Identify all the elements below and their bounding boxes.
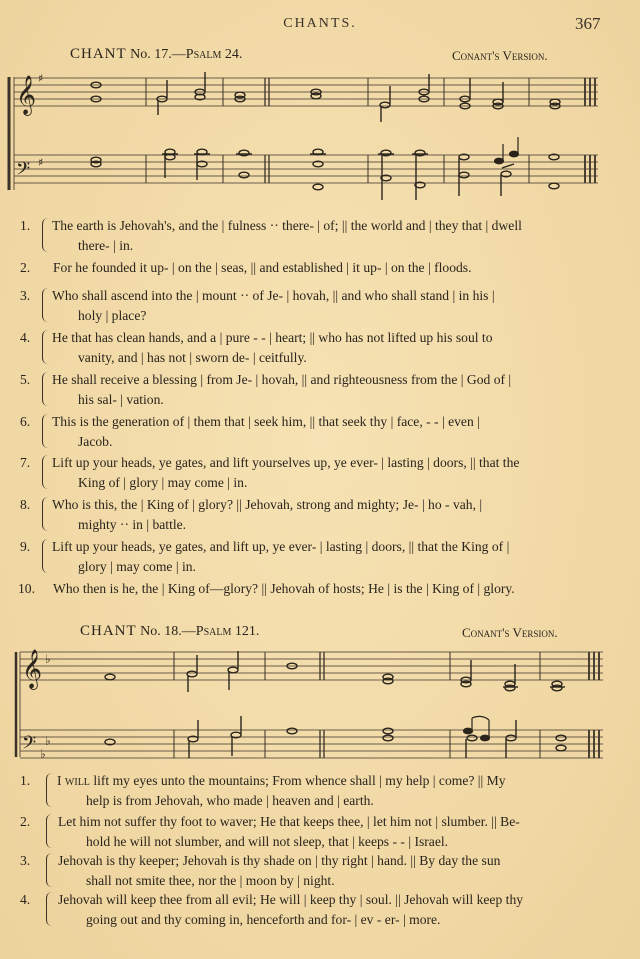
verse-number: 3. xyxy=(20,853,31,868)
brace xyxy=(46,853,54,887)
verse-line-2: glory | may come | in. xyxy=(78,559,196,574)
verse-line-1: The earth is Jehovah's, and the | fulness ·· there- | of; || the world and | they that | dwell xyxy=(52,218,522,233)
verse-line-1: Who then is he, the | King of—glory? || Jehovah of hosts; He | is the | King of | glory. xyxy=(53,581,515,596)
verse-number: 7. xyxy=(20,455,31,470)
verse-line-2: King of | glory | may come | in. xyxy=(78,475,248,490)
verse-number: 4. xyxy=(20,330,31,345)
quarter-notes xyxy=(495,137,519,164)
sharp-icon: ♯ xyxy=(38,72,44,85)
verse-line-1: For he founded it up- | on the | seas, || and established | it up- | on the | floods. xyxy=(53,260,472,275)
verse-line-1: I will lift my eyes unto the mountains; From whence shall | my help | come? || My xyxy=(57,773,506,788)
treble-staff xyxy=(14,78,598,106)
verse-number: 6. xyxy=(20,414,31,429)
verse-line-2: holy | place? xyxy=(78,308,147,323)
chant-17-score xyxy=(0,60,640,200)
brace xyxy=(42,455,50,489)
treble-clef-icon: 𝄞 xyxy=(16,75,37,115)
sharp-icon: ♯ xyxy=(38,156,44,169)
chant-18-score xyxy=(0,640,640,770)
verse-line-1: Who shall ascend into the | mount ·· of Je- | hovah, || and who shall stand | in his | xyxy=(52,288,495,303)
flat-icon: ♭ xyxy=(40,747,46,761)
brace xyxy=(42,218,50,252)
chant-17-version: Conant's Version. xyxy=(452,48,548,63)
verse-number: 1. xyxy=(20,773,31,788)
verse-line-1: He shall receive a blessing | from Je- | hovah, || and righteousness from the | God of | xyxy=(52,372,512,387)
verse-line-2: there- | in. xyxy=(78,238,134,253)
flat-icon: ♭ xyxy=(45,734,51,748)
chant-number: No. 17. xyxy=(130,47,172,62)
verse-line-1: Lift up your heads, ye gates, and lift up, ye ever- | lasting | doors, || that the King of | xyxy=(52,539,510,554)
brace xyxy=(46,892,54,926)
verse-number: 5. xyxy=(20,372,31,387)
verse-number: 3. xyxy=(20,288,31,303)
verse-line-1: This is the generation of | them that | seek him, || that seek thy | face, - - | even | xyxy=(52,414,480,429)
bass-clef-icon: 𝄢 xyxy=(16,159,31,184)
chant-psalm: —Psalm 24. xyxy=(171,47,243,62)
chant-psalm: —Psalm 121. xyxy=(181,624,260,639)
verse-line-1: Jehovah is thy keeper; Jehovah is thy shade on | thy right | hand. || By day the sun xyxy=(58,853,501,868)
treble-clef-icon: 𝄞 xyxy=(22,649,43,689)
chant-number: No. 18. xyxy=(140,624,182,639)
verse-line-2: mighty ·· in | battle. xyxy=(78,517,187,532)
chant-label: CHANT xyxy=(80,623,137,639)
bass-clef-icon: 𝄢 xyxy=(22,733,37,758)
bass-notes xyxy=(91,149,559,200)
verse-number: 10. xyxy=(18,581,35,596)
chant-18-title xyxy=(80,623,259,640)
verse-line-2: his sal- | vation. xyxy=(78,392,164,407)
chant-18-version: Conant's Version. xyxy=(462,625,558,640)
brace xyxy=(42,330,50,364)
verse-number: 8. xyxy=(20,497,31,512)
treble-notes xyxy=(91,72,560,122)
verse-number: 4. xyxy=(20,892,31,907)
verse-line-1: Lift up your heads, ye gates, and lift yourselves up, ye ever- | lasting | doors, || that the xyxy=(52,455,520,470)
running-title: CHANTS. xyxy=(283,16,357,31)
verse-line-2: hold he will not slumber, and will not sleep, that | keeps - - | Israel. xyxy=(86,834,449,849)
verse-number: 2. xyxy=(20,260,31,275)
verse-line-2: vanity, and | has not | sworn de- | ceitfully. xyxy=(78,350,307,365)
verse-line-2: going out and thy coming in, henceforth and for- | ev - er- | more. xyxy=(86,912,441,927)
verse-number: 9. xyxy=(20,539,31,554)
verse-line-1: Who is this, the | King of | glory? || Jehovah, strong and mighty; Je- | ho - vah, | xyxy=(52,497,483,512)
brace xyxy=(46,773,54,807)
verse-line-2: help is from Jehovah, who made | heaven and | earth. xyxy=(86,793,374,808)
verse-line-1: Jehovah will keep thee from all evil; He will | keep thy | soul. || Jehovah will keep thy xyxy=(58,892,524,907)
page-number: 367 xyxy=(575,14,601,33)
verse-number: 1. xyxy=(20,218,31,233)
verse-line-2: shall not smite thee, nor the | moon by | night. xyxy=(86,873,335,888)
verse-line-2: Jacob. xyxy=(78,434,113,449)
verse-line-1: He that has clean hands, and a | pure - - | heart; || who has not lifted up his soul to xyxy=(52,330,493,345)
brace xyxy=(42,414,50,448)
verse-line-1: Let him not suffer thy foot to waver; He that keeps thee, | let him not | slumber. || Be- xyxy=(58,814,520,829)
brace xyxy=(46,814,54,848)
chant-label: CHANT xyxy=(70,46,127,62)
brace xyxy=(42,288,50,322)
flat-icon: ♭ xyxy=(45,652,51,666)
brace xyxy=(42,539,50,573)
verse-number: 2. xyxy=(20,814,31,829)
brace xyxy=(42,372,50,406)
brace xyxy=(42,497,50,531)
